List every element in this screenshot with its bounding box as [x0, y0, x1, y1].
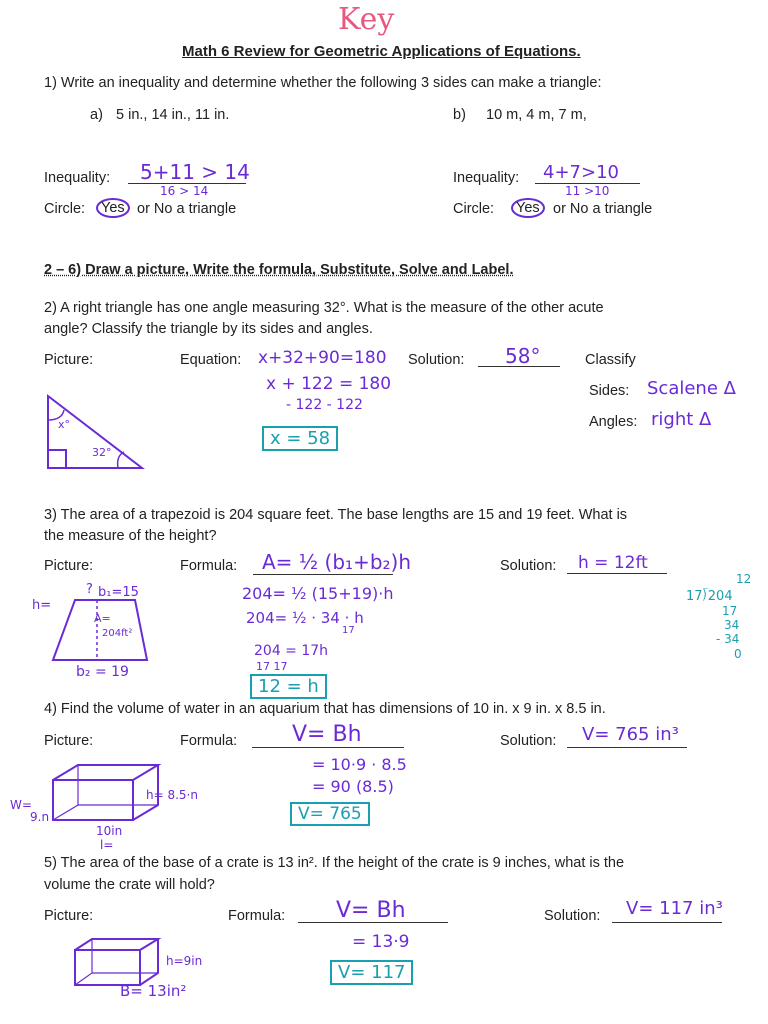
q2-sides-answer: Scalene Δ: [647, 378, 736, 399]
key-label: Key: [338, 2, 395, 37]
q3-solution-line: [567, 573, 667, 574]
q5-result: [330, 960, 413, 985]
aquarium-l-value: 10in: [96, 824, 123, 838]
trap-h-label: h=: [32, 598, 52, 613]
q3-result-box: 12 = h: [250, 674, 327, 699]
q4-result: [290, 802, 370, 826]
q1-b-yes-circled: [511, 198, 545, 218]
q1-b-circle-label: Circle:: [453, 201, 495, 217]
q5-formula-line: [298, 922, 448, 923]
q1-b-inequality: 4+7>10: [543, 162, 619, 183]
q5-solution-line: [612, 922, 722, 923]
q1-prompt: 1) Write an inequality and determine whether the following 3 sides can make a triangle:: [44, 75, 602, 91]
aquarium-prism-sketch: [48, 760, 158, 830]
q4-result-box: V= 765: [290, 802, 370, 826]
triangle-x-label: x°: [58, 418, 71, 431]
q2-prompt-2: angle? Classify the triangle by its sides and angles.: [44, 321, 373, 337]
q3-result: [250, 674, 327, 699]
crate-h-label: h=9in: [166, 954, 203, 968]
q4-solution-line: [567, 747, 687, 748]
crate-base-label: B= 13in²: [120, 982, 187, 1000]
q1-b-label: b): [453, 107, 466, 123]
q3-step-2b: 17: [342, 625, 355, 636]
q4-formula-label: Formula:: [180, 733, 238, 749]
q4-formula: V= Bh: [292, 722, 362, 747]
q1-b-rest: or No a triangle: [553, 201, 653, 217]
q1-a-ineq-label: Inequality:: [44, 170, 111, 186]
trapezoid-sketch: [45, 592, 155, 672]
q3-step-3b: 17 17: [256, 660, 288, 673]
q1-a-yes: Yes: [96, 198, 130, 218]
section-heading: 2 – 6) Draw a picture, Write the formula, Substitute, Solve and Label.: [44, 262, 514, 278]
q1-b-inequality-2: 11 >10: [565, 184, 610, 198]
q2-equation-label: Equation:: [180, 352, 242, 368]
right-triangle-sketch: [40, 390, 150, 475]
trap-height-question: ?: [86, 582, 93, 597]
q2-prompt-1: 2) A right triangle has one angle measuring 32°. What is the measure of the other acute: [44, 300, 604, 316]
q5-result-box: V= 117: [330, 960, 413, 985]
q3-div-quotient: 12: [736, 572, 752, 586]
trap-area-label: A=: [94, 612, 111, 625]
q1-a-label: a): [90, 107, 103, 123]
trap-area-value: 204ft²: [102, 628, 133, 639]
aquarium-w-label: W=: [10, 798, 32, 812]
q5-step-1: = 13·9: [352, 932, 410, 952]
q2-result-box: x = 58: [262, 426, 338, 451]
q5-prompt-1: 5) The area of the base of a crate is 13 in². If the height of the crate is 9 inches, what is the: [44, 855, 625, 871]
q3-formula-label: Formula:: [180, 558, 238, 574]
q3-answer: h = 12ft: [578, 553, 648, 573]
q3-formula: A= ½ (b₁+b₂)h: [262, 550, 412, 574]
q1-b-sides: 10 m, 4 m, 7 m,: [486, 107, 587, 123]
q3-div-sub1: 17: [722, 604, 738, 618]
aquarium-l-label: l=: [100, 838, 114, 852]
q5-prompt-2: volume the crate will hold?: [44, 877, 215, 893]
q2-sides-label: Sides:: [589, 383, 630, 399]
q3-div-rem1: 34: [724, 618, 740, 632]
q4-solution-label: Solution:: [500, 733, 557, 749]
triangle-32-label: 32°: [92, 446, 112, 459]
q4-formula-line: [252, 747, 404, 748]
aquarium-w-value: 9.n: [30, 810, 50, 824]
page-title: Math 6 Review for Geometric Applications of Equations.: [182, 43, 581, 60]
q1-b-yes: Yes: [511, 198, 545, 218]
q2-equation: x+32+90=180: [258, 348, 387, 368]
q3-picture-label: Picture:: [44, 558, 94, 574]
q1-a-circle-label: Circle:: [44, 201, 86, 217]
q3-formula-line: [253, 574, 393, 575]
q5-picture-label: Picture:: [44, 908, 94, 924]
q5-solution-label: Solution:: [544, 908, 601, 924]
q2-classify-label: Classify: [585, 352, 636, 368]
q3-step-3: 204 = 17h: [254, 643, 329, 659]
q2-angles-answer: right Δ: [651, 409, 712, 430]
q2-step-1: x + 122 = 180: [266, 374, 392, 394]
q3-prompt-2: the measure of the height?: [44, 528, 217, 544]
q3-step-2: 204= ½ · 34 · h: [246, 609, 364, 627]
q3-prompt-1: 3) The area of a trapezoid is 204 square feet. The base lengths are 15 and 19 feet. What is: [44, 507, 628, 523]
aquarium-h-label: h= 8.5·n: [146, 788, 198, 802]
q1-a-sides: 5 in., 14 in., 11 in.: [116, 107, 230, 123]
q2-answer: 58°: [505, 344, 541, 368]
trap-b2-label: b₂ = 19: [76, 664, 129, 680]
q2-picture-label: Picture:: [44, 352, 94, 368]
q4-step-2: = 90 (8.5): [312, 777, 394, 796]
trap-b1-label: b₁=15: [98, 585, 139, 600]
q4-step-1: = 10·9 · 8.5: [312, 755, 407, 774]
q1-a-yes-circled: [96, 198, 130, 218]
q1-a-rest: or No a triangle: [137, 201, 237, 217]
q5-answer: V= 117 in³: [626, 898, 723, 919]
q4-prompt: 4) Find the volume of water in an aquarium that has dimensions of 10 in. x 9 in. x 8.5 in.: [44, 701, 606, 717]
q5-formula-label: Formula:: [228, 908, 286, 924]
q4-picture-label: Picture:: [44, 733, 94, 749]
q4-answer: V= 765 in³: [582, 724, 679, 745]
q5-formula: V= Bh: [336, 898, 406, 923]
q1-b-ineq-label: Inequality:: [453, 170, 520, 186]
q3-step-1: 204= ½ (15+19)·h: [242, 584, 394, 603]
q1-a-inequality-2: 16 > 14: [160, 184, 209, 198]
q3-div-zero: 0: [734, 647, 742, 661]
q2-step-2: - 122 - 122: [286, 397, 363, 413]
q2-result: [262, 426, 338, 451]
q2-angles-label: Angles:: [589, 414, 638, 430]
q3-div-sub2: - 34: [716, 632, 740, 646]
q3-solution-label: Solution:: [500, 558, 557, 574]
q1-a-inequality: 5+11 > 14: [140, 160, 250, 184]
q3-div-dividend: 17⟌204: [686, 589, 733, 604]
q2-solution-label: Solution:: [408, 352, 465, 368]
